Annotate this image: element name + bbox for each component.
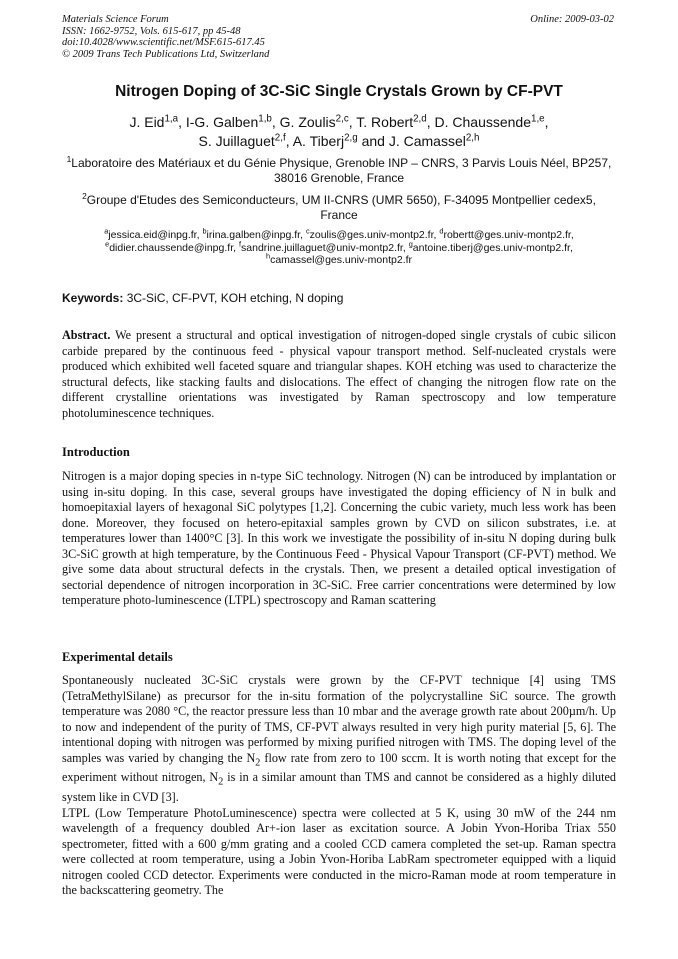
author: S. Juillaguet$^{2,f}$, <box>198 132 293 149</box>
keywords-label: Keywords: <box>62 291 124 305</box>
author: T. Robert$^{2,d}$, <box>356 113 435 130</box>
online-date: Online: 2009-03-02 <box>530 14 614 25</box>
author: I-G. Galben$^{1,b}$, <box>185 113 280 130</box>
experimental-paragraph-2: LTPL (Low Temperature PhotoLuminescence) spectra were collected at 5 K, using 30 mW of the 244 nm wavelength of a frequency doubled Ar+-ion laser as excitation source. A Jobin Yvon-Horiba Triax 550 spectrometer, fitted with a 600 g/mm grating and a cooled CCD camera completed the set-up. Raman spectra were collected at room temperature, using a Jobin Yvon-Horiba LabRam spectrometer equipped with a liquid nitrogen cooled CCD detector. Experiments were conducted in the micro-Raman mode at room temperature in the backscattering geometry. The <box>62 805 616 898</box>
journal-name: Materials Science Forum <box>62 14 169 25</box>
copyright-line: © 2009 Trans Tech Publications Ltd, Switzerland <box>62 48 270 60</box>
issn-line: ISSN: 1662-9752, Vols. 615-617, pp 45-48 <box>62 25 241 37</box>
paper-title: Nitrogen Doping of 3C-SiC Single Crystals Grown by CF-PVT <box>115 83 563 100</box>
experimental-text <box>62 673 616 899</box>
email[interactable]: $^f$sandrine.juillaguet@univ-montp2.fr <box>238 239 403 254</box>
author: A. Tiberj$^{2,g}$ and <box>292 132 389 149</box>
email[interactable]: $^d$robertt@ges.univ-montp2.fr <box>439 226 571 241</box>
email[interactable]: $^e$didier.chaussende@inpg.fr <box>105 239 234 254</box>
experimental-paragraph-1: Spontaneously nucleated 3C-SiC crystals were grown by the CF-PVT technique [4] using TMS (TetraMethylSilane) as precursor for the in-situ formation of the polycrystalline SiC source. The growth temperature was 2080 °C, the reactor pressure less than 10 mbar and the average growth rate about 200µm/h. Up to now and independent of the purity of TMS, CF-PVT always resulted in very high purity material [5, 6]. The intentional doping with nitrogen was performed by mixing purified nitrogen with TMS. The doping level of the samples was varied by changing the $N_2$ flow rate from zero to 100 sccm. It is worth noting that except for the experiment without nitrogen, $N_2$ is in a similar amount than TMS and cannot be considered as a highly diluted system like in CVD [3]. <box>62 673 616 805</box>
journal-header <box>62 14 269 60</box>
author-list <box>62 113 616 151</box>
section-heading-introduction: Introduction <box>62 445 130 459</box>
author: J. Camassel$^{2,h}$ <box>388 132 480 149</box>
doi-line: doi:10.4028/www.scientific.net/MSF.615-617.45 <box>62 37 265 49</box>
email-list: $^a$jessica.eid@inpg.fr, $^b$irina.galben@inpg.fr, $^c$zoulis@ges.univ-montp2.fr, $^d$robertt@ges.univ-montp2.fr, $^e$didier.chaussende@inpg.fr, $^f$sandrine.juillaguet@univ-montp2.fr, $^g$antoine.tiberj@ges.univ-montp2.fr, $^h$camassel@ges.univ-montp2.fr <box>104 226 574 266</box>
affiliation-2: $^2$Groupe d'Etudes des Semiconducteurs, UM II-CNRS (UMR 5650), F-34095 Montpellier cedex5, France <box>82 191 596 222</box>
introduction-text: Nitrogen is a major doping species in n-type SiC technology. Nitrogen (N) can be introduced by implantation or using in-situ doping. In this case, several groups have investigated the doping efficiency of N in bulk and homoepitaxial layers of hexagonal SiC polytypes [1,2]. Concerning the cubic variety, much less work has been done. Moreover, they focused on hetero-epitaxial samples grown by CVD on silicon substrates, i.e. at temperatures lower than 1400°C [3]. In this work we investigate the possibility of in-situ N doping during bulk 3C-SiC growth at high temperature, by the Continuous Feed - Physical Vapour Transport (CF-PVT) method. We give some data about structural defects in the crystals. Then, we present a detailed optical investigation of sectorial dependence of nitrogen incorporation in 3C-SiC. Free carrier concentrations were determined by low temperature photo-luminescence (LTPL) spectroscopy and Raman scattering <box>62 469 616 607</box>
email[interactable]: $^h$camassel@ges.univ-montp2.fr <box>265 251 413 266</box>
section-heading-experimental: Experimental details <box>62 650 173 664</box>
email[interactable]: $^b$irina.galben@inpg.fr <box>202 226 301 241</box>
affiliation-1: $^1$Laboratoire des Matériaux et du Génie Physique, Grenoble INP – CNRS, 3 Parvis Louis Néel, BP257, 38016 Grenoble, France <box>66 154 612 185</box>
email[interactable]: $^a$jessica.eid@inpg.fr <box>104 226 197 241</box>
author: G. Zoulis$^{2,c}$, <box>279 113 357 130</box>
abstract-label: Abstract. <box>62 328 111 342</box>
keywords <box>62 291 343 305</box>
email[interactable]: $^g$antoine.tiberj@ges.univ-montp2.fr <box>408 239 570 254</box>
abstract-text: We present a structural and optical investigation of nitrogen-doped single crystals of cubic silicon carbide prepared by the continuous feed - physical vapour transport method. Self-nucleated crystals were produced which exhibited well faceted square and triangular shapes. KOH etching was used to characterize the structural defects, like stacking faults and dislocations. The effect of changing the nitrogen flow rate on the different crystalline orientations was investigated by Raman spectroscopy and low temperature photoluminescence techniques. <box>62 328 617 420</box>
abstract <box>62 328 616 421</box>
email[interactable]: $^c$zoulis@ges.univ-montp2.fr <box>305 226 434 241</box>
author: D. Chaussende$^{1,e}$, <box>434 113 549 130</box>
keywords-text: 3C-SiC, CF-PVT, KOH etching, N doping <box>126 291 344 305</box>
author: J. Eid$^{1,a}$, <box>129 113 186 130</box>
